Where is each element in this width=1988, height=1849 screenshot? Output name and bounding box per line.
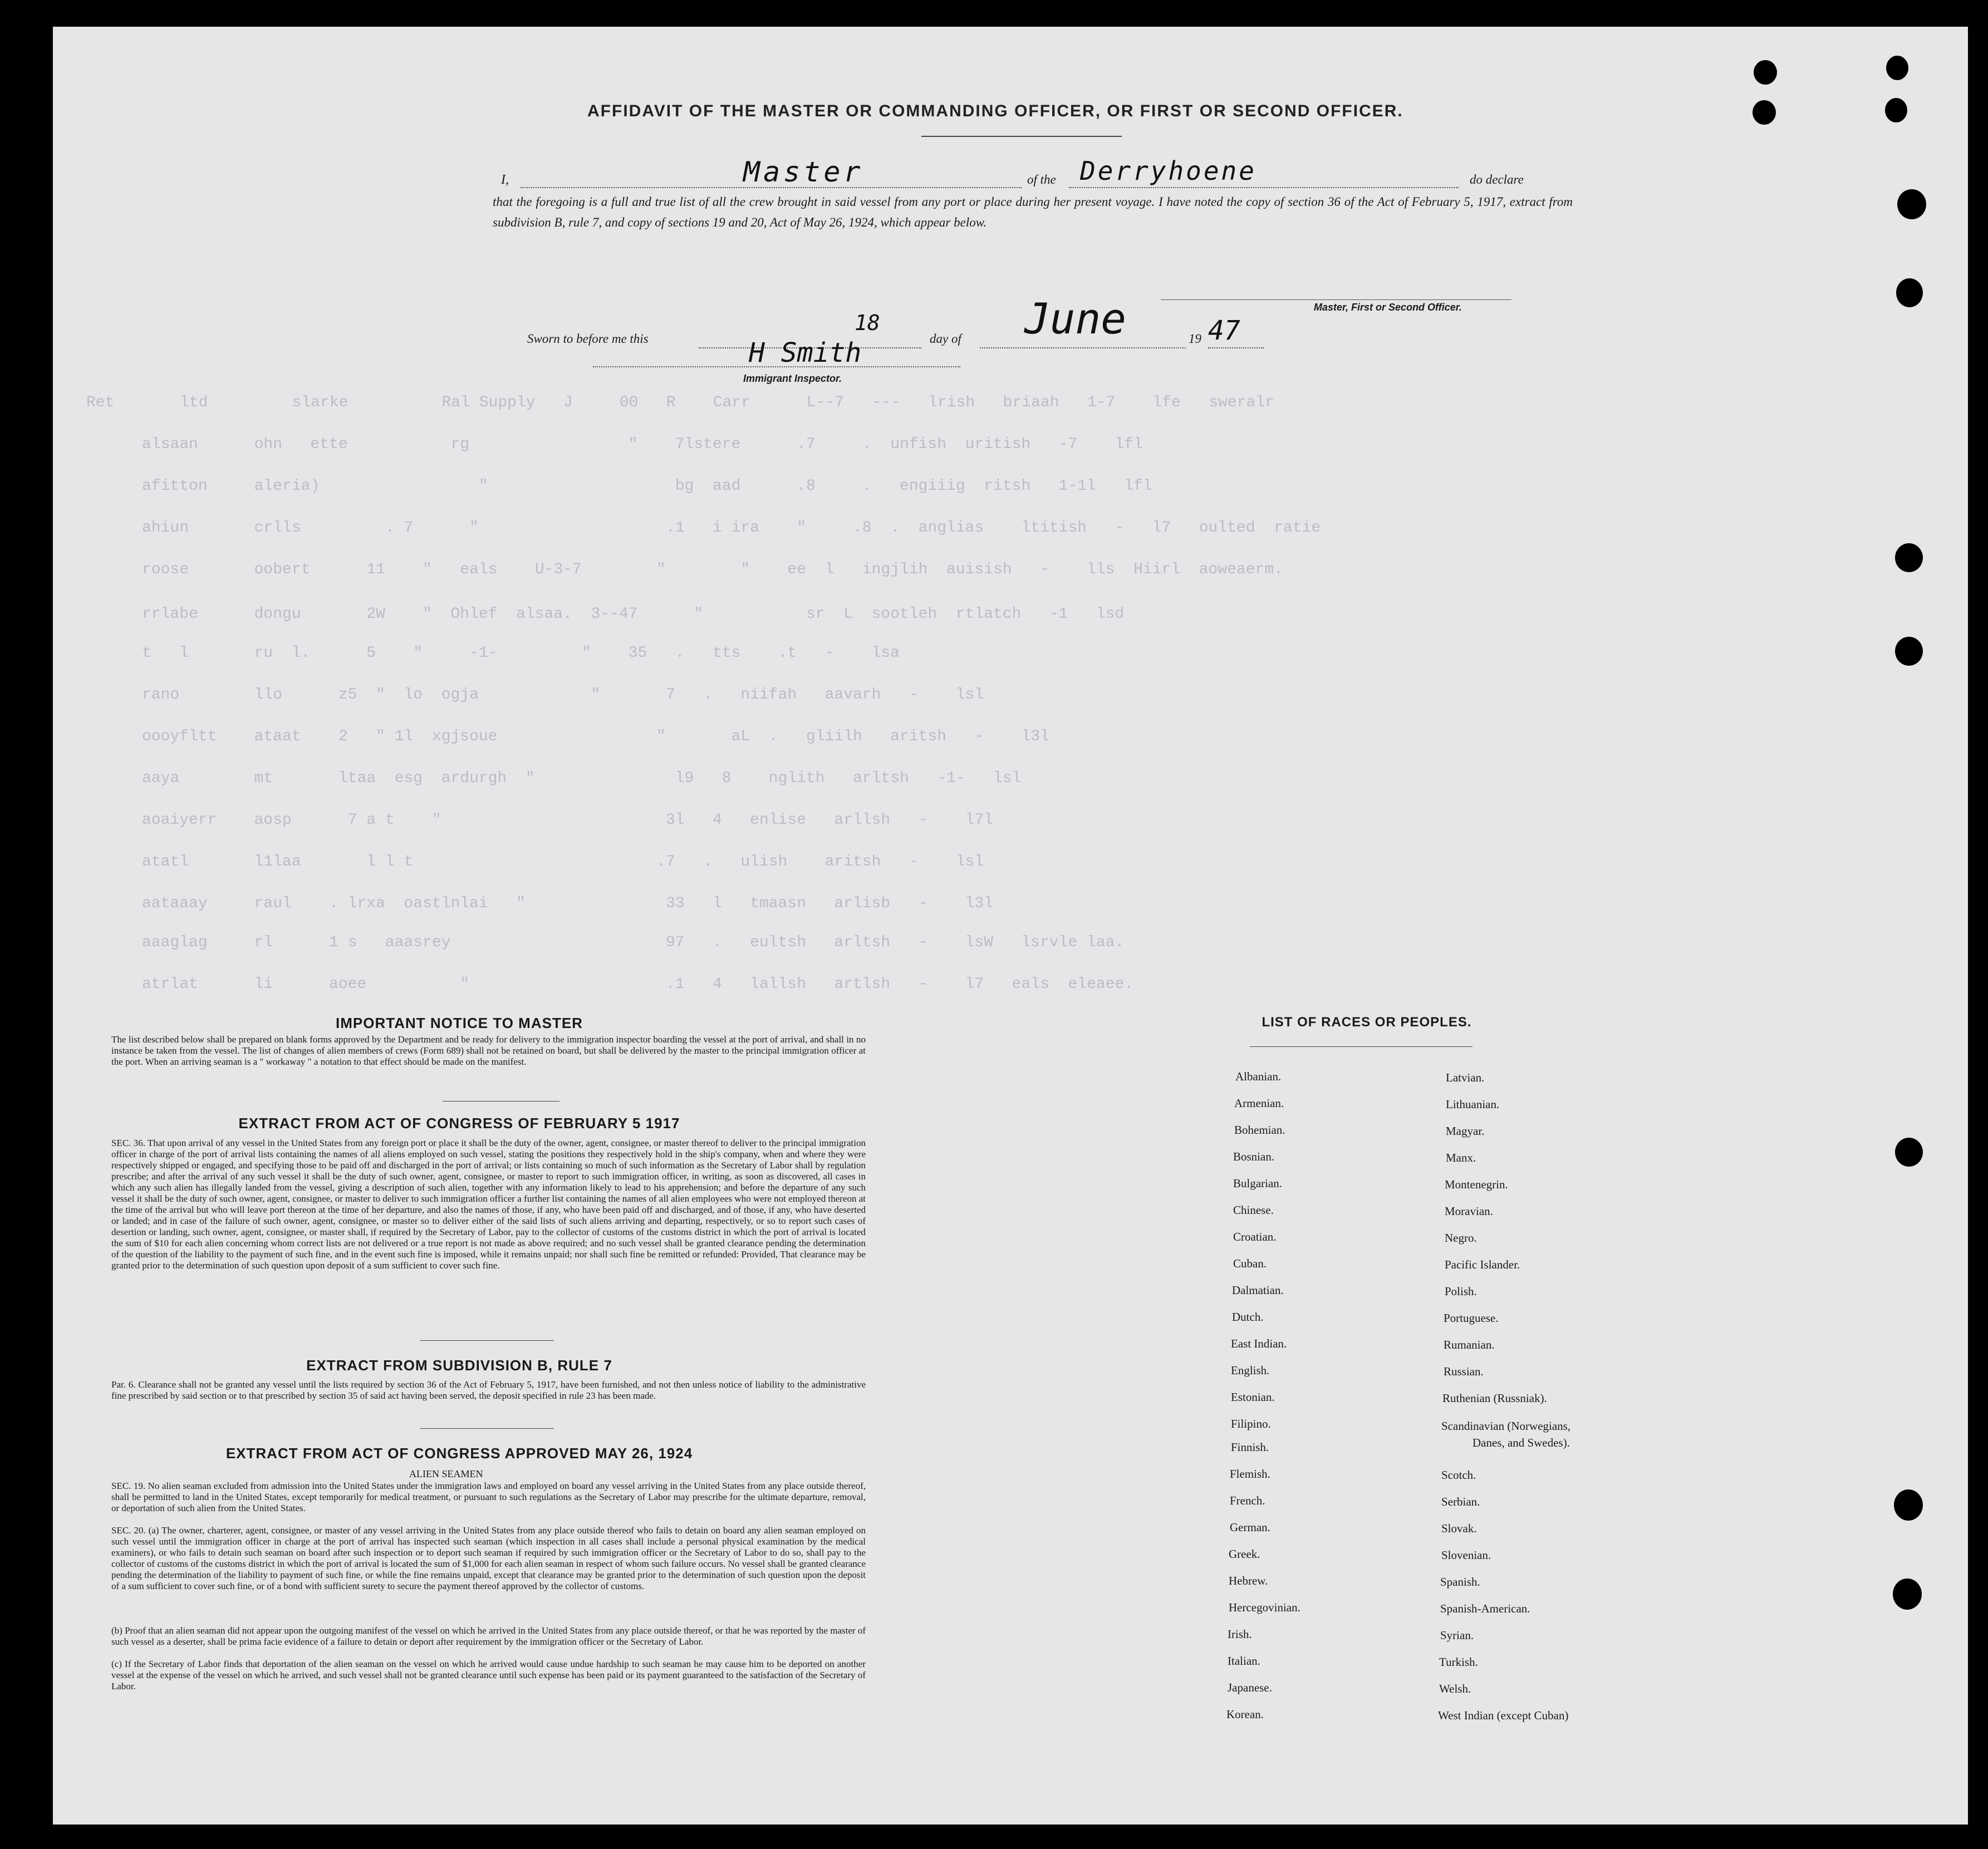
notice-title: IMPORTANT NOTICE TO MASTER	[336, 1015, 583, 1031]
master-name-field[interactable]	[521, 155, 1022, 188]
affidavit-title: AFFIDAVIT OF THE MASTER OR COMMANDING OFFICER, OR FIRST OR SECOND OFFICER.	[587, 102, 1403, 120]
vessel-name-field[interactable]	[1069, 155, 1459, 188]
race-item: Finnish.	[1231, 1440, 1269, 1454]
race-item: Bosnian.	[1233, 1150, 1275, 1163]
race-item: Armenian.	[1234, 1096, 1284, 1110]
race-item: Japanese.	[1228, 1681, 1272, 1694]
race-item: Bohemian.	[1234, 1123, 1285, 1137]
of-the-label: of the	[1027, 173, 1056, 186]
race-item: Polish.	[1445, 1285, 1477, 1298]
vessel-name-handwriting: Derryhoene	[1080, 156, 1256, 186]
race-item: Italian.	[1228, 1654, 1260, 1668]
extract-1924-title: EXTRACT FROM ACT OF CONGRESS APPROVED MAY 26, 1924	[225, 1445, 693, 1462]
declaration-text: that the foregoing is a full and true list of all the crew brought in said vessel from any port or place during her present voyage. I have noted the copy of section 36 of the Act of February 5, 1917, extract from subdivision B, rule 7, and copy of sections 19 and 20, Act of May 26, 1924, which appear below.	[493, 195, 1573, 229]
race-item: Syrian.	[1440, 1629, 1474, 1642]
race-item: Croatian.	[1233, 1230, 1277, 1243]
race-item: Dutch.	[1232, 1310, 1264, 1324]
notice-text: The list described below shall be prepared on blank forms approved by the Department and be ready for delivery to the immigration inspector boarding the vessel at the port of arrival, and shall in no instance be taken from the vessel. The list of changes of alien members of crews (Form 689) shall not be retained on board, but shall be delivered by the master to the principal immigration officer at the port. When an arriving seaman is a " workaway " a notation to that effect should be made on the manifest.	[111, 1034, 866, 1067]
race-item: Flemish.	[1230, 1467, 1270, 1481]
inspector-signature: H Smith	[749, 337, 862, 368]
race-item: East Indian.	[1231, 1337, 1287, 1350]
race-item: English.	[1231, 1364, 1270, 1377]
extract-1924-sec20b: (b) Proof that an alien seaman did not appear upon the outgoing manifest of the vessel on which he arrived in the United States from any place outside thereof, or that he was reported by the master of such vessel as a deserter, shall be prima facie evidence of a failure to detain or deport after requirement by the immigration officer or the Secretary of Labor.	[111, 1625, 866, 1647]
punch-hole-icon	[1895, 543, 1923, 572]
race-item: Moravian.	[1445, 1204, 1493, 1218]
punch-hole-icon	[1896, 278, 1923, 307]
punch-hole-icon	[1895, 637, 1923, 666]
inspector-caption: Immigrant Inspector.	[743, 373, 842, 384]
extract-1924-sec20c: (c) If the Secretary of Labor finds that deportation of the alien seaman on the vessel on which he arrived would cause undue hardship to such seaman he may cause him to be deported on another vessel at the expense of the vessel on which he arrived, and such vessel shall not be granted clearance until such expense has been paid or its payment guaranteed to the satisfaction of the Secretary of Labor.	[111, 1659, 866, 1691]
extract-rule7-text: Par. 6. Clearance shall not be granted any vessel until the lists required by section 36 of the Act of February 5, 1917, have been furnished, and not then unless notice of liability to the administrative fine prescribed by said section or to that prescribed by section 35 of said act having been served, the deposit specified in rule 23 has been made.	[111, 1379, 866, 1401]
race-item: Turkish.	[1439, 1655, 1478, 1669]
race-item: Bulgarian.	[1233, 1177, 1283, 1190]
race-item: Slovak.	[1441, 1522, 1477, 1535]
extract-rule7-title: EXTRACT FROM SUBDIVISION B, RULE 7	[306, 1357, 612, 1374]
race-item: German.	[1230, 1521, 1270, 1534]
race-item: Cuban.	[1233, 1257, 1267, 1270]
sworn-label: Sworn to before me this	[527, 332, 649, 346]
race-item: Manx.	[1446, 1151, 1476, 1164]
race-item: Estonian.	[1231, 1390, 1275, 1404]
extract-1917-title: EXTRACT FROM ACT OF CONGRESS OF FEBRUARY 5 1917	[238, 1115, 680, 1132]
section-divider	[420, 1340, 554, 1341]
race-item: Portuguese.	[1444, 1311, 1499, 1325]
race-item: French.	[1230, 1494, 1265, 1507]
sworn-month-handwriting: June	[1024, 294, 1127, 343]
document-page: Ret ltd slarke Ral Supply J 00 R Carr L--7 --- lrish briaah 1-7 lfe sweralr alsaan ohn ette rg " 7lstere .7 . unfish uritish -7 lfl afitton aleria) " bg aad .8 . engiiig ritsh 1-1l lfl ahiun crlls . 7 " .1 i ira " .8 . anglias ltitish - l7 oulted ratie roose oobert 11 " eals U-3-7 " " ee l ingjlih auisish - lls Hiirl aoweaerm. rrlabe dongu 2W " Ohlef alsaa. 3--47 " sr L sootleh rtlatch -1 lsd t l ru l. 5 " -1- " 35 . tts .t - lsa rano llo z5 " lo ogja " 7 . niifah aavarh - lsl oooyfltt ataat 2 " 1l xgjsoue " aL . gliilh aritsh - l3l aaya mt ltaa esg ardurgh " l9 8 nglith arltsh -1- lsl aoaiyerr aosp 7 a t " 3l 4 enlise arllsh - l7l atatl l1laa l l t .7 . ulish aritsh - lsl aataaay raul . lrxa oastlnlai " 33 l tmaasn arlisb - l3l aaaglag rl 1 s aaasrey 97 . eultsh arltsh - lsW lsrvle laa. atrlat li aoee " .1 4 lallsh artlsh - l7 eals eleaee. AFFIDAVIT OF THE MASTER OR COMMANDING OFFICER, OR FIRST OR SECOND OFFICER. I, Master of the Derryhoene do declare that the foregoing is a full and true list of all the crew brought in said vessel from any port or place during her present voyage. I have noted the copy of section 36 of the Act of February 5, 1917, extract from subdivision B, rule 7, and copy of sections 19 and 20, Act of May 26, 1924, which appear below. Master, First or Second Officer. Sworn to before me this 18 day of June 19 47 H Smith Immigrant Inspector. IMPORTANT NOTICE TO MASTER The list described below shall be prepared on blank forms approved by the Department and be ready for delivery to the immigration inspector boarding the vessel at the port of arrival, and shall in no instance be taken from the vessel. The list of changes of alien members of crews (Form 689) shall not be retained on board, but shall be delivered by the master to the principal immigration officer at the port. When an arriving seaman is a " workaway " a notation to that effect should be made on the manifest. EXTRACT FROM ACT OF CONGRESS OF FEBRUARY 5 1917 SEC. 36. That upon arrival of any vessel in the United States from any foreign port or place it shall be the duty of the owner, agent, consignee, or master thereof to deliver to the principal immigration officer in charge of the port of arrival lists containing the names of all aliens employed on such vessel, stating the positions they respectively hold in the ship's company, when and where they were respectively shipped or engaged, and specifying those to be paid off and discharged in the port of arrival; or lists containing so much of such information as the Secretary of Labor shall by regulation prescribe; and after the arrival of any such vessel it shall be the duty of such owner, agent, consignee, or master to report to such immigration officer, in writing, as soon as discovered, all cases in which any such alien has illegally landed from the vessel, giving a description of such alien, together with any information likely to lead to his apprehension; and before the departure of any such vessel it shall be the duty of such owner, agent, consignee, or master to deliver to such immigration officer a further list containing the names of all alien employees who were not employed thereon at the time of the arrival but who will leave port thereon at the time of her departure, and also the names of those, if any, who have been paid off and discharged, and of those, if any, who have deserted or landed; and in case of the failure of such owner, agent, consignee, or master so to deliver either of the said lists of such aliens arriving and departing, respectively, or so to report such cases of desertion or landing, such owner, agent, consignee, or master shall, if required by the Secretary of Labor, pay to the collector of customs of the customs district in which the port of arrival is located the sum of $10 for each alien concerning whom correct lists are not delivered or a true report is not made as above required; and no such vessel shall be granted clearance pending the determination of the question of the liability to the payment of such fine, and in the event such fine is imposed, while it remains unpaid; nor shall such fine be remitted or refunded: Provided, That clearance may be granted prior to the determination of such question upon deposit of a sum sufficient to cover such fine. EXTRACT FROM SUBDIVISION B, RULE 7 Par. 6. Clearance shall not be granted any vessel until the lists required by section 36 of the Act of February 5, 1917, have been furnished, and not then unless notice of liability to the administrative fine prescribed by said section or to that prescribed by section 35 of said act having been served, the deposit specified in rule 23 has been made. EXTRACT FROM ACT OF CONGRESS APPROVED MAY 26, 1924 ALIEN SEAMEN SEC. 19. No alien seaman excluded from admission into the United States under the immigration laws and employed on board any vessel arriving in the United States from any place outside thereof, shall be permitted to land in the United States, except temporarily for medical treatment, or pursuant to such regulations as the Secretary of Labor may prescribe for the ultimate departure, removal, or deportation of such alien from the United States. SEC. 20. (a) The owner, charterer, agent, consignee, or master of any vessel arriving in the United States from any place outside thereof who fails to detain on board any alien seaman employed on such vessel until the immigration officer in charge at the port of arrival has inspected such seaman (which inspection in all cases shall include a personal physical examination by the medical examiners), or who fails to detain such seaman on board after such inspection or to deport such seaman if required by such immigration officer or the Secretary of Labor to do so, shall pay to the collector of customs of the customs district in which the port of arrival is located the sum of $1,000 for each alien seaman in respect of whom such failure occurs. No vessel shall be granted clearance pending the determination of the liability to payment of such fine, or while the fine remains unpaid, except that clearance may be granted prior to the determination of such question upon the deposit of a sum sufficient to cover such fine, or of a bond with sufficient surety to secure the payment thereof approved by the collector of customs. (b) Proof that an alien seaman did not appear upon the outgoing manifest of the vessel on which he arrived in the United States from any place outside thereof, or that he was reported by the master of such vessel as a deserter, shall be prima facie evidence of a failure to detain or deport after requirement by the immigration officer or the Secretary of Labor. (c) If the Secretary of Labor finds that deportation of the alien seaman on the vessel on which he arrived would cause undue hardship to such seaman he may cause him to be deported on another vessel at the expense of the vessel on which he arrived, and such vessel shall not be granted clearance until such expense has been paid or its payment guaranteed to the satisfaction of the Secretary of Labor. LIST OF RACES OR PEOPLES. Albanian. Armenian. Bohemian. Bosnian. Bulgarian. Chinese. Croatian. Cuban. Dalmatian. Dutch. East Indian. English. Estonian. Filipino. Finnish. Flemish. French. German. Greek. Hebrew. Hercegovinian. Irish. Italian. Japanese. Korean. Latvian. Lithuanian. Magyar. Manx. Montenegrin. Moravian. Negro. Pacific Islander. Polish. Portuguese. Rumanian. Russian. Ruthenian (Russniak). Scandinavian (Norwegians, Danes, and Swedes). Scotch. Serbian. Slovak. Slovenian. Spanish. Spanish-American. Syrian. Turkish. Welsh. West Indian (except Cuban)	[53, 27, 1968, 1825]
sworn-year-field[interactable]	[1208, 315, 1264, 348]
title-divider	[921, 136, 1122, 137]
race-item: Serbian.	[1441, 1495, 1480, 1508]
master-name-handwriting: Master	[743, 156, 864, 188]
race-item: Ruthenian (Russniak).	[1442, 1391, 1547, 1405]
section-divider	[420, 1428, 554, 1429]
punch-hole-icon	[1895, 1138, 1923, 1167]
sworn-month-field[interactable]	[980, 294, 1186, 348]
punch-hole-icon	[1897, 189, 1926, 219]
race-item: Dalmatian.	[1232, 1284, 1284, 1297]
race-item: Rumanian.	[1444, 1338, 1495, 1351]
extract-1924-sec19: SEC. 19. No alien seaman excluded from admission into the United States under the immigration laws and employed on board any vessel arriving in the United States from any place outside thereof, shall be permitted to land in the United States, except temporarily for medical treatment, or pursuant to such regulations as the Secretary of Labor may prescribe for the ultimate departure, removal, or deportation of such alien from the United States.	[111, 1481, 866, 1513]
officer-signature-line[interactable]	[1161, 288, 1511, 300]
extract-1924-subtitle: ALIEN SEAMEN	[409, 1468, 483, 1479]
extract-1917-text: SEC. 36. That upon arrival of any vessel in the United States from any foreign port or place it shall be the duty of the owner, agent, consignee, or master thereof to deliver to the principal immigration officer in charge of the port of arrival lists containing the names of all aliens employed on such vessel, stating the positions they respectively hold in the ship's company, when and where they were respectively shipped or engaged, and specifying those to be paid off and discharged in the port of arrival; or lists containing so much of such information as the Secretary of Labor shall by regulation prescribe; and after the arrival of any such vessel it shall be the duty of such owner, agent, consignee, or master to report to such immigration officer, in writing, as soon as discovered, all cases in which any such alien has illegally landed from the vessel, giving a description of such alien, together with any information likely to lead to his apprehension; and before the departure of any such vessel it shall be the duty of such owner, agent, consignee, or master to deliver to such immigration officer a further list containing the names of all alien employees who were not employed thereon at the time of the arrival but who will leave port thereon at the time of her departure, and also the names of those, if any, who have been paid off and discharged, and of those, if any, who have deserted or landed; and in case of the failure of such owner, agent, consignee, or master so to deliver either of the said lists of such aliens arriving and departing, respectively, or so to report such cases of desertion or landing, such owner, agent, consignee, or master shall, if required by the Secretary of Labor, pay to the collector of customs of the customs district in which the port of arrival is located the sum of $10 for each alien concerning whom correct lists are not delivered or a true report is not made as above required; and no such vessel shall be granted clearance pending the determination of the question of the liability to the payment of such fine, and in the event such fine is imposed, while it remains unpaid; nor shall such fine be remitted or refunded: Provided, That clearance may be granted prior to the determination of such question upon deposit of a sum sufficient to cover such fine.	[111, 1138, 866, 1271]
sworn-day-handwriting: 18	[855, 311, 880, 335]
race-item: Hebrew.	[1229, 1574, 1268, 1587]
race-item: Slovenian.	[1441, 1548, 1491, 1562]
year-prefix: 19	[1189, 332, 1201, 346]
race-item: Chinese.	[1233, 1203, 1274, 1217]
race-item: Korean.	[1226, 1708, 1264, 1721]
race-item: Russian.	[1444, 1365, 1484, 1378]
race-item: Welsh.	[1439, 1682, 1471, 1695]
race-item: Spanish.	[1440, 1575, 1480, 1589]
punch-hole-icon	[1754, 60, 1777, 85]
race-item: Scandinavian (Norwegians,	[1441, 1419, 1571, 1433]
extract-1924-sec20a: SEC. 20. (a) The owner, charterer, agent, consignee, or master of any vessel arriving in the United States from any place outside thereof who fails to detain on board any alien seaman employed on such vessel until the immigration officer in charge at the port of arrival has inspected such seaman (which inspection in all cases shall include a personal physical examination by the medical examiners), or who fails to detain such seaman on board after such inspection or to deport such seaman if required by such immigration officer or the Secretary of Labor to do so, shall pay to the collector of customs of the customs district in which the port of arrival is located the sum of $1,000 for each alien seaman in respect of whom such failure occurs. No vessel shall be granted clearance pending the determination of the liability to payment of such fine, or while the fine remains unpaid, except that clearance may be granted prior to the determination of such question upon the deposit of a sum sufficient to cover such fine, or of a bond with sufficient surety to secure the payment thereof approved by the collector of customs.	[111, 1525, 866, 1591]
race-item: Irish.	[1228, 1627, 1252, 1641]
punch-hole-icon	[1886, 56, 1908, 80]
race-item: Filipino.	[1231, 1417, 1271, 1430]
race-item: Negro.	[1445, 1231, 1477, 1245]
race-item: Magyar.	[1446, 1124, 1485, 1138]
punch-hole-icon	[1893, 1578, 1922, 1610]
race-item: Latvian.	[1446, 1071, 1485, 1084]
race-item: Lithuanian.	[1446, 1098, 1500, 1111]
declarant-prefix: I,	[501, 173, 509, 187]
race-item: West Indian (except Cuban)	[1438, 1709, 1569, 1722]
race-item: Scotch.	[1441, 1468, 1476, 1482]
race-item: Albanian.	[1235, 1070, 1282, 1083]
races-title: LIST OF RACES OR PEOPLES.	[1261, 1015, 1472, 1030]
officer-caption: Master, First or Second Officer.	[1314, 302, 1462, 313]
race-item: Greek.	[1229, 1547, 1260, 1561]
race-item: Danes, and Swedes).	[1472, 1436, 1570, 1449]
day-of-label: day of	[930, 332, 961, 346]
race-item: Montenegrin.	[1445, 1178, 1508, 1191]
do-declare-label: do declare	[1470, 173, 1524, 186]
sworn-year-handwriting: 47	[1208, 315, 1240, 346]
punch-hole-icon	[1894, 1489, 1923, 1521]
race-item: Hercegovinian.	[1229, 1601, 1300, 1614]
punch-hole-icon	[1753, 100, 1776, 125]
punch-hole-icon	[1885, 98, 1907, 122]
race-item: Spanish-American.	[1440, 1602, 1530, 1615]
races-divider	[1250, 1046, 1472, 1047]
race-item: Pacific Islander.	[1445, 1258, 1520, 1271]
